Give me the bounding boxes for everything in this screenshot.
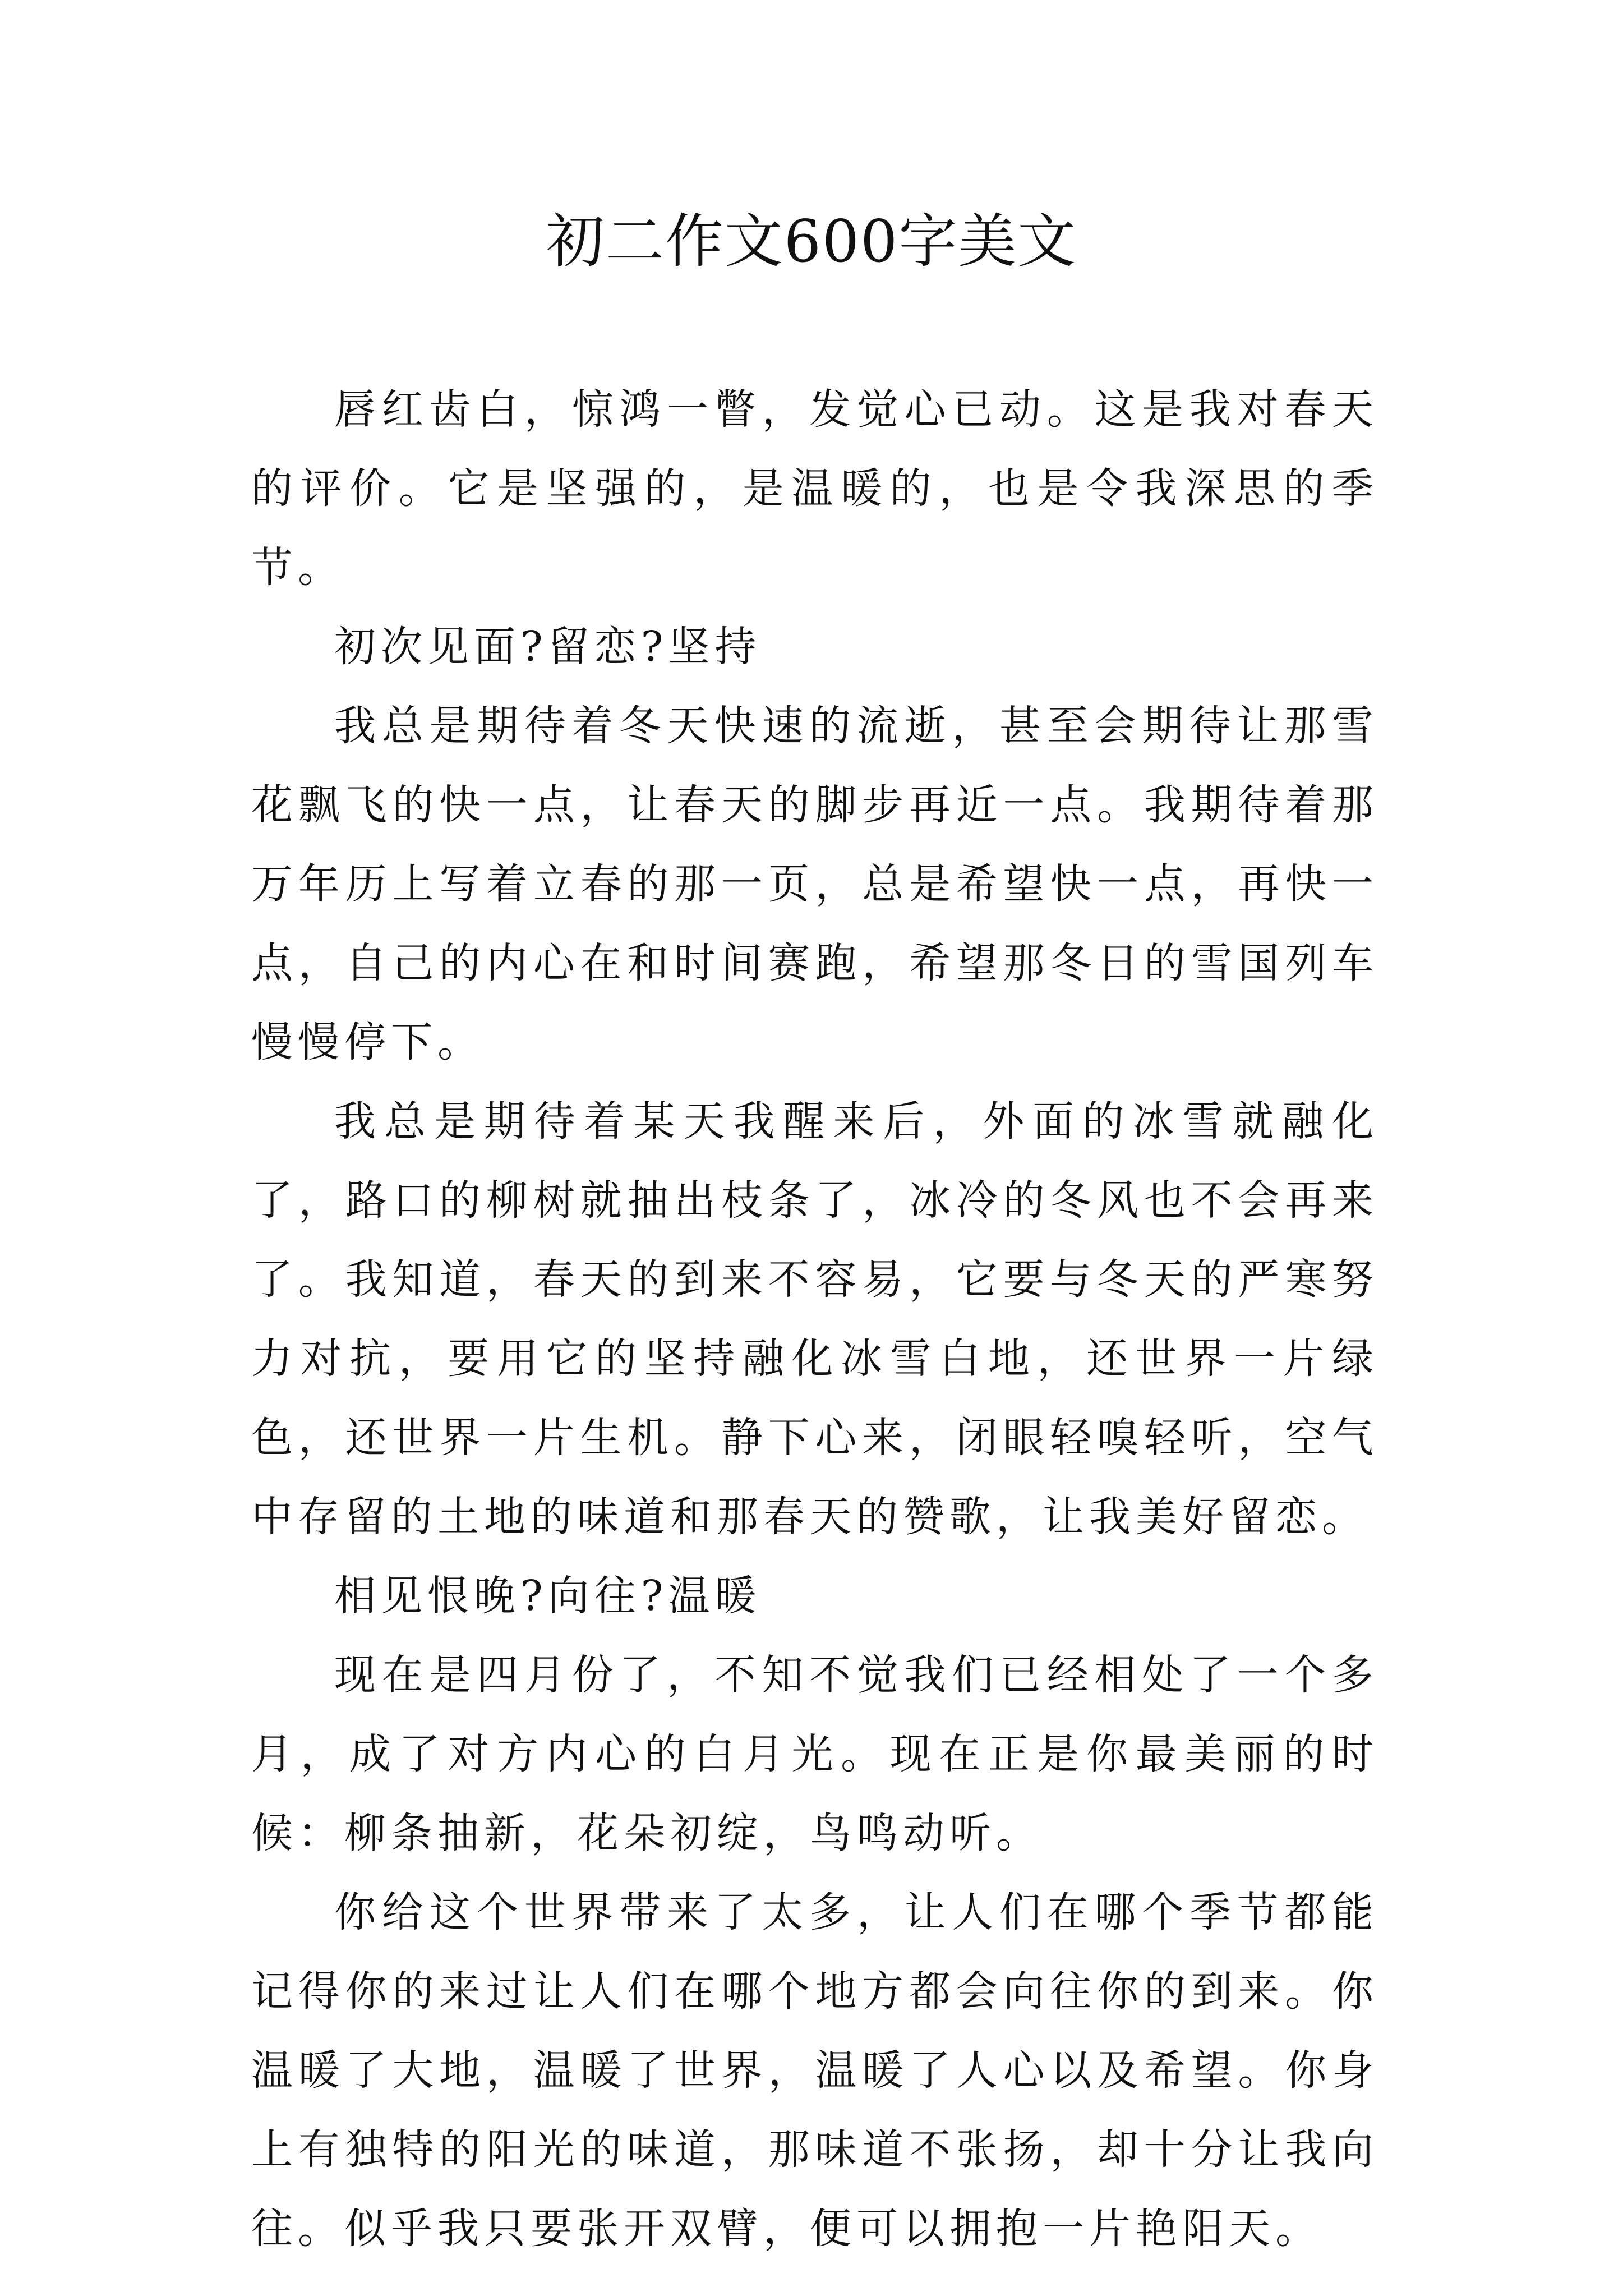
paragraph-3: 我总是期待着某天我醒来后，外面的冰雪就融化了，路口的柳树就抽出枝条了，冰冷的冬风也不会再来了。我知道，春天的到来不容易，它要与冬天的严寒努力对抗，要用它的坚持融化冰雪白地，还世界一片绿色，还世界一片生机。静下心来，闭眼轻嗅轻听，空气中存留的土地的味道和那春天的赞歌，让我美好留恋。 (251, 1097, 1378, 1541)
document-body (251, 370, 1378, 2269)
document-title: 初二作文600字美文 (546, 207, 1077, 275)
paragraph-4: 现在是四月份了，不知不觉我们已经相处了一个多月，成了对方内心的白月光。现在正是你最美丽的时候：柳条抽新，花朵初绽，鸟鸣动听。 (251, 1651, 1378, 1857)
paragraph-1: 唇红齿白，惊鸿一瞥，发觉心已动。这是我对春天的评价。它是坚强的，是温暖的，也是令我深思的季节。 (251, 385, 1378, 592)
section-heading-2: 相见恨晚?向往?温暖 (334, 1572, 762, 1620)
section-heading-1: 初次见面?留恋?坚持 (334, 623, 762, 671)
paragraph-2: 我总是期待着冬天快速的流逝，甚至会期待让那雪花飘飞的快一点，让春天的脚步再近一点。我期待着那万年历上写着立春的那一页，总是希望快一点，再快一点，自己的内心在和时间赛跑，希望那冬日的雪国列车慢慢停下。 (251, 702, 1378, 1066)
paragraph-5: 你给这个世界带来了太多，让人们在哪个季节都能记得你的来过让人们在哪个地方都会向往你的到来。你温暖了大地，温暖了世界，温暖了人心以及希望。你身上有独特的阳光的味道，那味道不张扬，却十分让我向往。似乎我只要张开双臂，便可以拥抱一片艳阳天。 (251, 1888, 1378, 2253)
